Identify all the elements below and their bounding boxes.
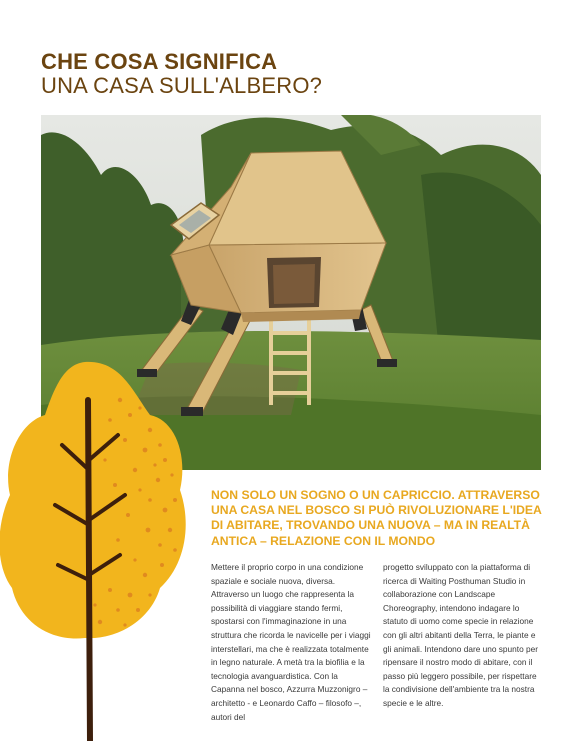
article-subheading: NON SOLO UN SOGNO O UN CAPRICCIO. ATTRAVERSO UNA CASA NEL BOSCO SI PUÒ RIVOLUZIONARE L'IDEA DI ABITARE, TROVANDO UNA NUOVA – MA IN REALTÀ ANTICA – RELAZIONE CON IL MONDO — [211, 488, 542, 548]
article-body-column-2: progetto sviluppato con la piattaforma di ricerca di Waiting Posthuman Studio in collaborazione con Landscape Choreography, intendono indagare lo statuto di uomo come specie in relazione con gli altri abitanti della Terra, le piante e gli animali. Intendono dare uno spunto per ripensare il nostro modo di abitare, con il passo più leggero possibile, per rispettare la condivisione dell'ambiente tra la nostra specie e le altre. — [383, 562, 538, 708]
title-line-2: UNA CASA SULL'ALBERO? — [41, 73, 323, 98]
article-body-column-1: Mettere il proprio corpo in una condizione spaziale e sociale nuova, diversa. Attraverso un luogo che rappresenta la possibilità di viaggiare stando fermi, spostarsi con l'immaginazione in una struttura che ricorda le navicelle per i viaggi interstellari, ma che è realizzata totalmente in legno naturale. A metà tra la biofilia e la tecnologia avanguardistica. Con la Capanna nel bosco, Azzurra Muzzonigro – architetto - e Leonardo Caffo – filosofo –, autori del — [211, 562, 371, 722]
title-line-1: CHE COSA SIGNIFICA — [41, 49, 278, 74]
page-title — [41, 50, 322, 98]
tree-illustration — [0, 360, 190, 741]
